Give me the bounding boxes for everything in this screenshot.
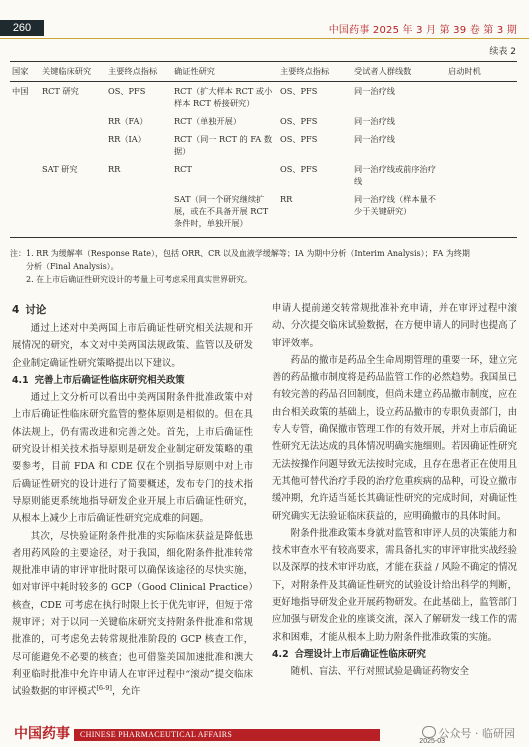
table-cell bbox=[40, 112, 106, 130]
table-cell: OS、PFS bbox=[280, 116, 318, 126]
table-cell bbox=[10, 130, 40, 160]
table-cell bbox=[10, 190, 40, 238]
table-note: 注：1. RR 为缓解率（Response Rate），包括 ORR、CR 以及血液学缓解等；IA 为期中分析（Interim Analysis）；FA 为终期 bbox=[10, 249, 470, 258]
table-cell: OS、PFS bbox=[108, 86, 146, 96]
paragraph: 随机、盲法、平行对照试验是确证药物安全 bbox=[290, 666, 469, 678]
table-note: 分析（Final Analysis）。 bbox=[26, 262, 119, 271]
table-cell: SAT 研究 bbox=[42, 164, 78, 174]
table-cell: OS、PFS bbox=[280, 164, 318, 174]
paragraph: 药品的撤市是药品全生命周期管理的重要一环，建立完善的药品撤市制度将是药品监管工作的必然趋势。我国虽已有较完善的药品召回制度，但尚未建立药品撤市制度，应在由台相关政策的基础上，设立药品撤市的专职负责部门，由专人专管，确保撤市管理工作的有效开展，并对上市后确证性研究无法达成的具体情况明确实施细则。若因确证性研究无法按操作问题导致无法按时完成，且存在患者正在使用且无其他可替代治疗手段的治疗危重疾病的品种，可设立撤市缓冲期，允许适当延长其确证性研究的完成时间，对确证性研究确实无法验证临床获益的，应明确撤市的具体时间。 bbox=[272, 354, 517, 522]
table-cell: RR bbox=[278, 190, 352, 238]
table-cell bbox=[446, 190, 517, 238]
table-cell: RCT（同一 RCT 的 FA 数据） bbox=[174, 134, 273, 156]
journal-english-name: CHINESE PHARMACEUTICAL AFFAIRS bbox=[74, 729, 380, 741]
table-cell: RCT（单独开展） bbox=[174, 116, 242, 126]
table-cell bbox=[446, 82, 517, 113]
table-row bbox=[10, 160, 517, 190]
table-cell: 同一治疗线（样本量不少于关键研究） bbox=[352, 190, 446, 238]
table-cell bbox=[40, 130, 106, 160]
watermark: 公众号 · 临研园 bbox=[422, 725, 516, 741]
subsection-heading: 4.1 完善上市后确证性临床研究相关政策 bbox=[12, 374, 185, 386]
subsection-heading: 4.2 合理设计上市后确证性临床研究 bbox=[272, 648, 426, 660]
col-confirmatory: 确证性研究 bbox=[172, 62, 278, 82]
page-footer bbox=[0, 723, 529, 747]
table-cell: RCT（扩大样本 RCT 或小样本 RCT 桥接研究） bbox=[174, 86, 273, 108]
page-number: 260 bbox=[0, 20, 44, 36]
table-cell: 中国 bbox=[12, 86, 29, 96]
table-cell bbox=[446, 112, 517, 130]
citation-ref: [6-9] bbox=[96, 684, 112, 693]
table-row bbox=[10, 82, 517, 113]
paragraph: 其次，尽快验证附条件批准的实际临床获益是降低患者用药风险的主要途径，对于我国，细化附条件批准转常规批准申请的审评审批时限可以确保该途径的尽快实施，如对审评中耗时较多的 GCP（Good Clinical Practice）核查，CDE 可考虑在执行时限上长于优先审评，但短于常规审评；对于以同一关键临床研究支持附条件批准和常规批准的，可考虑免去转常规批准阶段的 GCP 核查工作，尽可能避免不必要的核查；也可借鉴美国加速批准和澳大利亚临时批准中允许申请人在审评过程中“滚动”提交临床试验数据的审评模式[6-9]，允许 bbox=[12, 530, 253, 698]
table-cell bbox=[446, 130, 517, 160]
table-cell: 同一治疗线 bbox=[354, 134, 395, 144]
section-heading: 4 讨论 bbox=[12, 304, 47, 316]
col-population: 受试者人群线数 bbox=[352, 62, 446, 82]
table-cell: 同一治疗线 bbox=[354, 116, 395, 126]
col-key-study: 关键临床研究 bbox=[40, 62, 106, 82]
journal-logo: 中国药事 bbox=[14, 726, 70, 742]
page-header bbox=[0, 0, 529, 34]
table-cell: RCT bbox=[174, 164, 192, 174]
header-rule bbox=[0, 38, 529, 39]
paragraph: 通过上文分析可以看出中美两国附条件批准政策中对上市后确证性临床研究监管的整体原则是相似的。但在具体法规上，仍有需改进和完善之处。首先，上市后确证性研究设计相关技术指导原则是研发企业制定研发策略的重要参考，目前 FDA 和 CDE 仅在个别指导原则中对上市后确证性研究的设计进行了简要概述，发布专门的技术指导原则能更系统地指导研发企业开展上市后确证性研究，从根本上减少上市后确证性研究完成难的问题。 bbox=[12, 392, 253, 525]
table-cell: RR（FA） bbox=[108, 116, 148, 126]
table-cell: OS、PFS bbox=[280, 86, 318, 96]
table-cell: SAT（同一个研究继续扩展，或在不具备开展 RCT 条件时，单独开展） bbox=[172, 190, 278, 238]
paragraph: 通过上述对中美两国上市后确证性研究相关法规和开展情况的研究，本文对中美两国法规政策、监管以及研发企业制定确证性研究策略提出以下建议。 bbox=[12, 323, 253, 369]
table-cell bbox=[446, 160, 517, 190]
table-cell: RCT 研究 bbox=[42, 86, 79, 96]
right-column bbox=[272, 300, 517, 681]
left-column bbox=[12, 300, 253, 701]
table-cell: RR bbox=[108, 164, 121, 174]
wechat-icon bbox=[422, 726, 436, 738]
table-continued-label: 续表 2 bbox=[489, 47, 516, 57]
paragraph: 申请人提前递交转常规批准补充申请，并在审评过程中滚动、分次提交临床试验数据，在方便申请人的同时也提高了审评效率。 bbox=[272, 303, 517, 349]
table-cell: OS、PFS bbox=[280, 134, 318, 144]
table-cell: RR（IA） bbox=[108, 134, 146, 144]
table-note: 2. 在上市后确证性研究设计的考量上可考虑采用真实世界研究。 bbox=[26, 275, 253, 284]
table-row bbox=[10, 190, 517, 238]
paragraph: 附条件批准政策本身就对监管和审评人员的决策能力和技术审查水平有较高要求，需具备扎实的审评审批实战经验以及深厚的技术审评功底，才能在获益 / 风险不确定的情况下，对附条件及其确证性研究的试验设计给出科学的判断，更好地指导研发企业开展药物研发。在此基础上，监管部门应加强与研发企业的座谈交流，深入了解研发一线工作的需求和困难，才能从根本上助力附条件批准政策的实施。 bbox=[272, 527, 517, 643]
regulation-table bbox=[10, 61, 517, 238]
table-notes bbox=[10, 247, 520, 286]
table-cell: 同一治疗线 bbox=[354, 86, 395, 96]
table-cell bbox=[40, 190, 106, 238]
journal-title: 中国药事 2025 年 3 月 第 39 卷 第 3 期 bbox=[328, 25, 517, 36]
col-endpoint-2: 主要终点指标 bbox=[278, 62, 352, 82]
table-cell: 同一治疗线或前序治疗线 bbox=[354, 164, 436, 186]
table-row bbox=[10, 112, 517, 130]
footer-date: 2025-03 bbox=[419, 738, 445, 745]
table-cell bbox=[10, 160, 40, 190]
table-row bbox=[10, 130, 517, 160]
table-cell bbox=[10, 112, 40, 130]
col-endpoint: 主要终点指标 bbox=[106, 62, 172, 82]
table-header-row bbox=[10, 62, 517, 82]
col-timing: 启动时机 bbox=[446, 62, 517, 82]
col-country: 国家 bbox=[10, 62, 40, 82]
table-cell bbox=[106, 190, 172, 238]
